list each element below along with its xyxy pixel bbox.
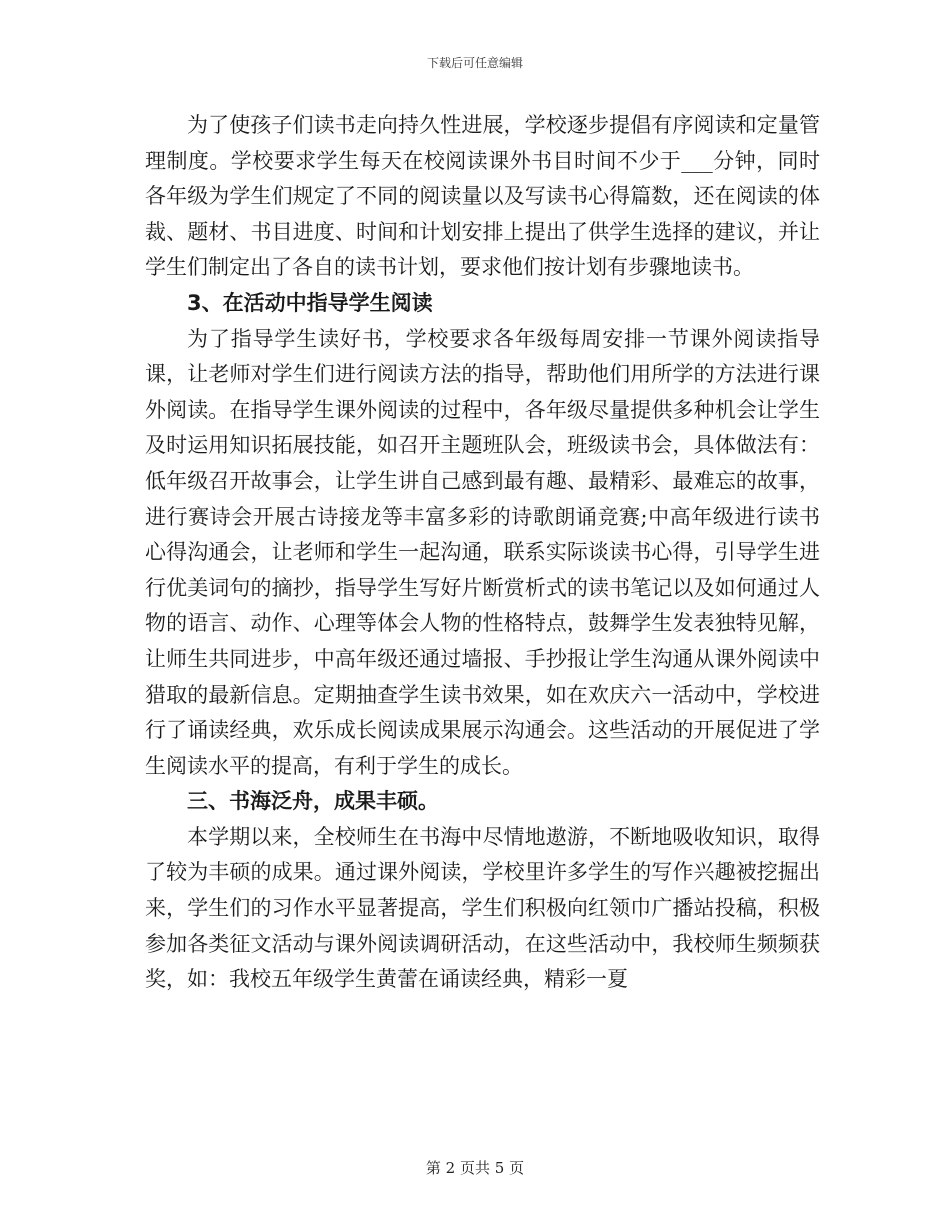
section-heading-results: 三、书海泛舟，成果丰硕。 xyxy=(187,789,439,814)
paragraph-reading-management: 为了使孩子们读书走向持久性进展，学校逐步提倡有序阅读和定量管理制度。学校要求学生每天在校阅读课外书目时间不少于___分钟，同时各年级为学生们规定了不同的阅读量以及写读书心得篇数，还在阅读的体裁、题材、书目进度、时间和计划安排上提出了供学生选择的建议，并让学生们制定出了各自的读书计划，要求他们按计划有步骤地读书。 xyxy=(145,113,820,280)
page-footer: 第 2 页共 5 页 xyxy=(425,1159,525,1177)
section-heading-activity-guidance: 3、在活动中指导学生阅读 xyxy=(187,290,433,315)
paragraph-results: 本学期以来，全校师生在书海中尽情地遨游，不断地吸收知识，取得了较为丰硕的成果。通过课外阅读，学校里许多学生的写作兴趣被挖掘出来，学生们的习作水平显著提高，学生们积极向红领巾广播站投稿，积极参加各类征文活动与课外阅读调研活动，在这些活动中，我校师生频频获奖，如：我校五年级学生黄蕾在诵读经典，精彩一夏 xyxy=(145,824,820,992)
page-header: 下载后可任意编辑 xyxy=(426,56,523,70)
document-body xyxy=(145,108,820,998)
paragraph-activity-guidance: 为了指导学生读好书，学校要求各年级每周安排一节课外阅读指导课，让老师对学生们进行阅读方法的指导，帮助他们用所学的方法进行课外阅读。在指导学生课外阅读的过程中，各年级尽量提供多种机会让学生及时运用知识拓展技能，如召开主题班队会，班级读书会，具体做法有：低年级召开故事会，让学生讲自己感到最有趣、最精彩、最难忘的故事，进行赛诗会开展古诗接龙等丰富多彩的诗歌朗诵竞赛;中高年级进行读书心得沟通会，让老师和学生一起沟通，联系实际谈读书心得，引导学生进行优美词句的摘抄，指导学生写好片断赏析式的读书笔记以及如何通过人物的语言、动作、心理等体会人物的性格特点，鼓舞学生发表独特见解，让师生共同进步，中高年级还通过墙报、手抄报让学生沟通从课外阅读中猎取的最新信息。定期抽查学生读书效果，如在欢庆六一活动中，学校进行了诵读经典，欢乐成长阅读成果展示沟通会。这些活动的开展促进了学生阅读水平的提高，有利于学生的成长。 xyxy=(145,326,820,778)
